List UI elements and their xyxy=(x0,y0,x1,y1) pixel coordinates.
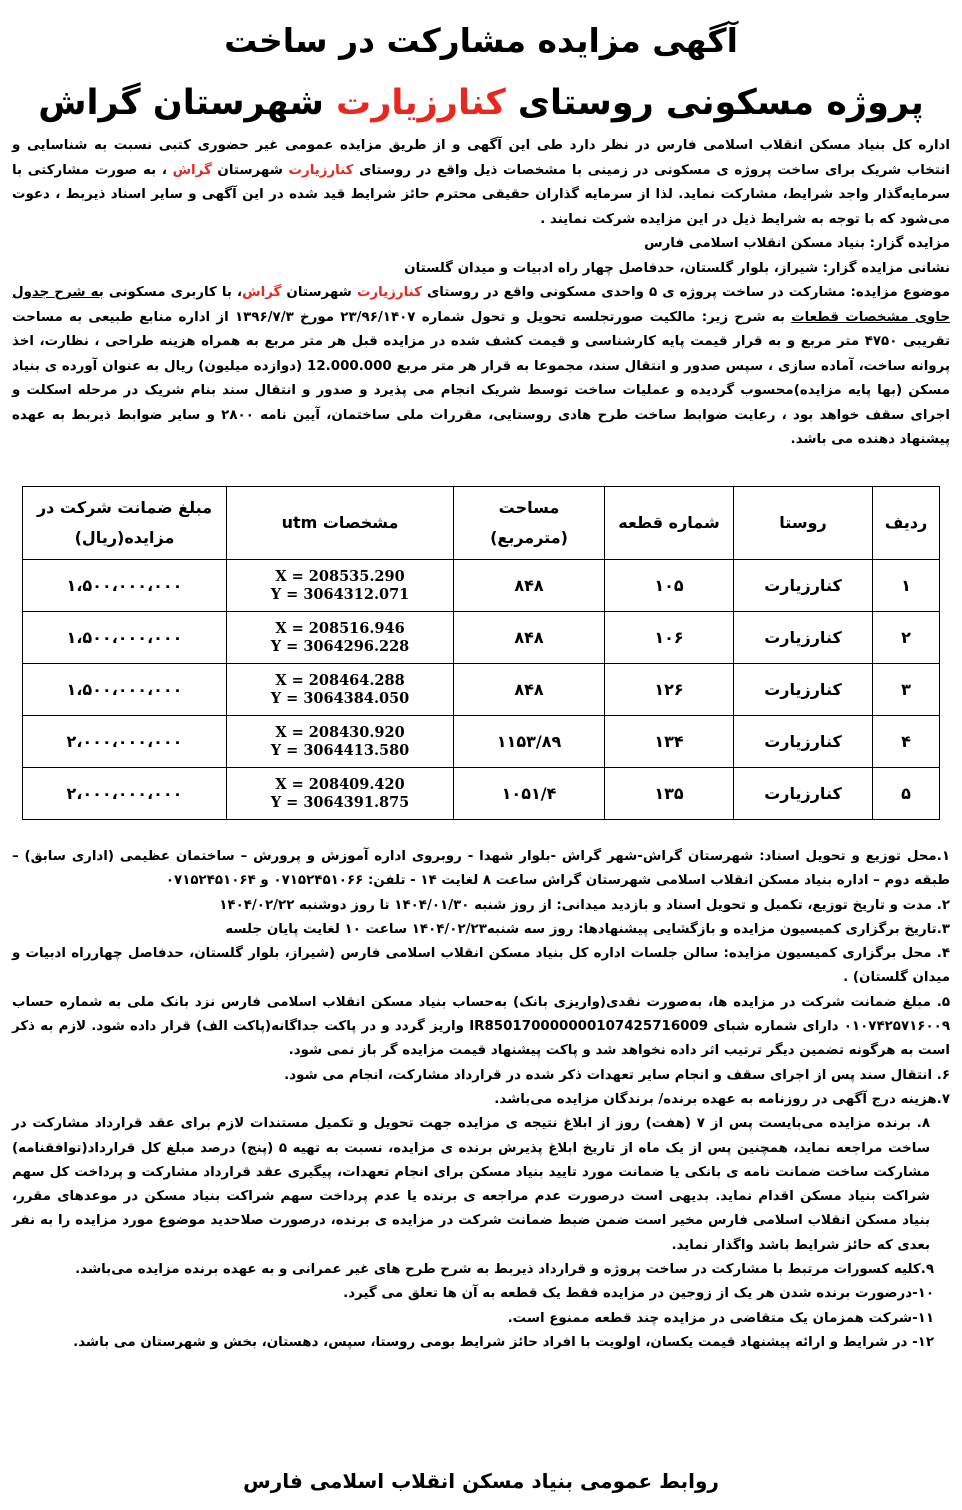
cell-area: ۸۴۸ xyxy=(454,560,605,612)
cell-plot: ۱۳۵ xyxy=(605,768,734,820)
header-area-line1: مساحت xyxy=(498,498,560,517)
term-item: ۶. انتقال سند پس از اجرای سقف و انجام سایر تعهدات ذکر شده در قرارداد مشارکت، انجام می شود. xyxy=(284,1067,950,1083)
intro-section xyxy=(12,134,950,453)
header-guarantee-line1: مبلغ ضمانت شرکت در xyxy=(36,498,213,517)
utm-x: X = 208535.290 xyxy=(275,567,405,585)
utm-x: X = 208430.920 xyxy=(275,723,405,741)
utm-y: Y = 3064296.228 xyxy=(270,637,410,655)
cell-village: کنارزیارت xyxy=(734,768,873,820)
intro-text-c: ، به صورت مشارکتی با سرمایه‌گذار واجد شرایط، مشارکت نماید. لذا از سرمایه گذاران حقیقی محترم حائز شرایط قید شده در این آگهی و سایر اسناد ذیربط ، دعوت می‌شود که با توجه به شرایط ذیل در این مزایده شرکت نمایند . xyxy=(12,162,950,227)
term-item: ۱۱-شرکت همزمان یک متقاضی در مزایده چند قطعه ممنوع است. xyxy=(507,1310,934,1326)
term-item: ۲. مدت و تاریخ توزیع، تکمیل و تحویل اسناد و بازدید میدانی: از روز شنبه ۱۴۰۴/۰۱/۳۰ تا روز دوشنبه ۱۴۰۴/۰۲/۲۲ xyxy=(219,897,950,913)
cell-village: کنارزیارت xyxy=(734,664,873,716)
header-area xyxy=(454,487,605,560)
subject-text-d: به شرح زیر: مالکیت صورتجلسه تحویل و تحول شماره ۲۳/۹۶/۱۴۰۷ مورخ ۱۳۹۶/۷/۳ از اداره منابع طبیعی به مساحت تقریبی ۴۷۵۰ متر مربع و به قرار قیمت پایه کارشناسی و قیمت کشف شده در مزایده قبل هر متر مربع به همراه هزینه طراحی ، نظارت، اخذ پروانه ساخت، آماده سازی ، سپس صدور و انتقال سند، مجموعا به قرار هر متر مربع 12.000.000 (دوازده میلیون) ریال به عنوان آورده ی بنیاد مسکن (بها پایه مزایده)محسوب گردیده و عملیات ساخت توسط شریک انجام می پذیرد و صدور و انتقال سند بنام شریک در مرحله اسکلت و اجرای سقف خواهد بود ، رعایت ضوابط ساخت طرح هادی روستایی، مقررات ملی ساختمان، آیین نامه ۲۸۰۰ و سایر ضوابط ذیربط به عهده پیشنهاد دهنده می باشد. xyxy=(12,309,950,447)
header-utm: مشخصات utm xyxy=(227,487,454,560)
utm-x: X = 208409.420 xyxy=(275,775,405,793)
header-row-number: ردیف xyxy=(873,487,940,560)
address-line: نشانی مزایده گزار: شیراز، بلوار گلستان، حدفاصل چهار راه ادبیات و میدان گلستان xyxy=(404,260,950,276)
cell-guarantee: ۱،۵۰۰،۰۰۰،۰۰۰ xyxy=(23,612,227,664)
term-item: ۱.محل توزیع و تحویل اسناد: شهرستان گراش-شهر گراش -بلوار شهدا - روبروی اداره آموزش و پرورش – ساختمان عظیمی (اداری سابق) – طبقه دوم – اداره بنیاد مسکن انقلاب اسلامی شهرستان گراش ساعت ۸ لغایت ۱۴ - تلفن: ۰۷۱۵۲۴۵۱۰۶۶ و ۰۷۱۵۲۴۵۱۰۶۴ xyxy=(12,849,950,889)
cell-guarantee: ۱،۵۰۰،۰۰۰،۰۰۰ xyxy=(23,560,227,612)
subtitle-village: کنارزیارت xyxy=(336,83,506,123)
cell-area: ۱۱۵۳/۸۹ xyxy=(454,716,605,768)
cell-area: ۸۴۸ xyxy=(454,664,605,716)
cell-village: کنارزیارت xyxy=(734,612,873,664)
intro-city: گراش xyxy=(172,162,212,178)
cell-village: کنارزیارت xyxy=(734,560,873,612)
header-village: روستا xyxy=(734,487,873,560)
term-item: ۵. مبلغ ضمانت شرکت در مزایده ها، به‌صورت نقدی(واریزی بانک) به‌حساب بنیاد مسکن انقلاب اسلامی فارس نزد بانک ملی به شماره حساب ۰۱۰۷۴۲۵۷۱۶۰۰۹ دارای شماره شبای IR850170000000107425716009 واریز گردد و در پاکت جداگانه(پاکت الف) قرار داده شود. لازم به ذکر است به هرگونه تضمین دیگر ترتیب اثر داده نخواهد شد و پاکت پیشنهاد قیمت مزایده گر باز نمی شود. xyxy=(12,994,950,1059)
cell-guarantee: ۲،۰۰۰،۰۰۰،۰۰۰ xyxy=(23,716,227,768)
cell-utm xyxy=(227,716,454,768)
term-item: ۷.هزینه درج آگهی در روزنامه به عهده برنده/ برندگان مزایده می‌باشد. xyxy=(494,1091,950,1107)
subtitle-part-b: شهرستان گراش xyxy=(38,83,337,123)
table-row xyxy=(23,768,940,820)
cell-area: ۱۰۵۱/۴ xyxy=(454,768,605,820)
subtitle-part-a: پروژه مسکونی روستای xyxy=(505,83,924,123)
term-item: ۱۰-درصورت برنده شدن هر یک از زوجین در مزایده فقط یک قطعه به آن ها تعلق می گیرد. xyxy=(343,1286,934,1302)
intro-paragraph xyxy=(12,134,950,232)
plots-table xyxy=(22,486,940,820)
term-item: ۳.تاریخ برگزاری کمیسیون مزایده و بازگشایی پیشنهادها: روز سه شنبه۱۴۰۴/۰۲/۲۳ ساعت ۱۰ لغایت پایان جلسه xyxy=(225,921,950,937)
header-guarantee-line2: مزایده(ریال) xyxy=(74,528,175,547)
cell-area: ۸۴۸ xyxy=(454,612,605,664)
cell-plot: ۱۲۶ xyxy=(605,664,734,716)
intro-text-a: اداره کل بنیاد مسکن انقلاب اسلامی فارس در نظر دارد طی این آگهی و از طریق مزایده عمومی غیر حضوری کتبی نسبت به شناسایی و انتخاب شریک برای ساخت پروژه ی مسکونی در زمینی با مشخصات ذیل واقع در روستای xyxy=(12,138,950,178)
auctioneer-line: مزایده گزار: بنیاد مسکن انقلاب اسلامی فارس xyxy=(644,236,950,251)
subject-paragraph xyxy=(12,281,950,453)
subject-underlined: به شرح جدول حاوی مشخصات قطعات xyxy=(12,285,951,325)
subject-village: کنارزیارت xyxy=(356,285,422,300)
cell-plot: ۱۰۵ xyxy=(605,560,734,612)
subject-text-c: ، با کاربری مسکونی xyxy=(103,285,243,300)
cell-row-number: ۵ xyxy=(873,768,940,820)
term-item: ۴. محل برگزاری کمیسیون مزایده: سالن جلسات اداره کل بنیاد مسکن انقلاب اسلامی فارس (شیراز، بلوار گلستان، حدفاصل چهارراه ادبیات و میدان گلستان) . xyxy=(12,946,950,986)
cell-guarantee: ۱،۵۰۰،۰۰۰،۰۰۰ xyxy=(23,664,227,716)
cell-village: کنارزیارت xyxy=(734,716,873,768)
intro-text-b: شهرستان xyxy=(211,162,289,178)
term-item: ۹.کلیه کسورات مرتبط با مشارکت در ساخت پروژه و قرارداد ذیربط به شرح طرح های غیر عمرانی و به عهده برنده مزایده می‌باشد. xyxy=(75,1262,934,1278)
cell-row-number: ۳ xyxy=(873,664,940,716)
table-header-row xyxy=(23,487,940,560)
header-plot: شماره قطعه xyxy=(605,487,734,560)
cell-row-number: ۲ xyxy=(873,612,940,664)
cell-row-number: ۱ xyxy=(873,560,940,612)
cell-plot: ۱۳۴ xyxy=(605,716,734,768)
utm-y: Y = 3064391.875 xyxy=(270,793,410,811)
intro-village: کنارزیارت xyxy=(288,162,354,178)
term-item: ۱۲- در شرایط و ارائه پیشنهاد قیمت یکسان، اولویت با افراد حائز شرایط بومی روستا، سپس، دهستان، بخش و شهرستان می باشد. xyxy=(73,1334,934,1350)
cell-row-number: ۴ xyxy=(873,716,940,768)
terms-list xyxy=(12,845,950,1355)
header-area-line2: (مترمربع) xyxy=(490,528,568,547)
cell-utm xyxy=(227,664,454,716)
header-guarantee xyxy=(23,487,227,560)
subject-text-b: شهرستان xyxy=(281,285,357,300)
utm-x: X = 208464.288 xyxy=(275,671,405,689)
footer-signature: روابط عمومی بنیاد مسکن انقلاب اسلامی فارس xyxy=(243,1469,719,1493)
utm-y: Y = 3064384.050 xyxy=(270,689,410,707)
cell-utm xyxy=(227,612,454,664)
table-row xyxy=(23,716,940,768)
subject-city: گراش xyxy=(242,285,282,300)
utm-y: Y = 3064413.580 xyxy=(270,741,410,759)
table-row xyxy=(23,664,940,716)
cell-utm xyxy=(227,768,454,820)
table-row xyxy=(23,560,940,612)
utm-y: Y = 3064312.071 xyxy=(270,585,410,603)
notice-subtitle xyxy=(0,80,962,126)
table-row xyxy=(23,612,940,664)
utm-x: X = 208516.946 xyxy=(275,619,405,637)
subject-text-a: موضوع مزایده: مشارکت در ساخت پروژه ی ۵ واحدی مسکونی واقع در روستای xyxy=(421,285,950,300)
notice-title: آگهی مزایده مشارکت در ساخت xyxy=(224,21,738,60)
term-item: ۸. برنده مزایده می‌بایست پس از ۷ (هفت) روز از ابلاغ نتیجه ی مزایده جهت تحویل و تکمیل مستندات لازم برای عقد قرارداد مشارکت در ساخت مراجعه نماید، همچنین پس از یک ماه از تاریخ ابلاغ پذیرش برنده ی مزایده، نسبت به تهیه ۵ (پنج) درصد مبلغ کل قرارداد(توافقنامه) مشارکت ساخت ضمانت نامه ی بانکی یا ضمانت مورد تایید بنیاد مسکن برای انجام تعهدات، پیگیری عقد قرارداد مشارکت و پرداخت کل سهم شراکت بنیاد مسکن اقدام نماید. بدیهی است درصورت عدم مراجعه ی برنده یا عدم پرداخت سهم شراکت بنیاد مسکن در موعدهای مقرر، بنیاد مسکن انقلاب اسلامی فارس مخیر است ضمن ضبط ضمانت شرکت در مزایده ی برنده، درصورت صلاحدید موضوع مورد مزایده را به نفر بعدی که حائز شرایط باشد واگذار نماید. xyxy=(12,1116,930,1253)
cell-utm xyxy=(227,560,454,612)
cell-guarantee: ۲،۰۰۰،۰۰۰،۰۰۰ xyxy=(23,768,227,820)
cell-plot: ۱۰۶ xyxy=(605,612,734,664)
